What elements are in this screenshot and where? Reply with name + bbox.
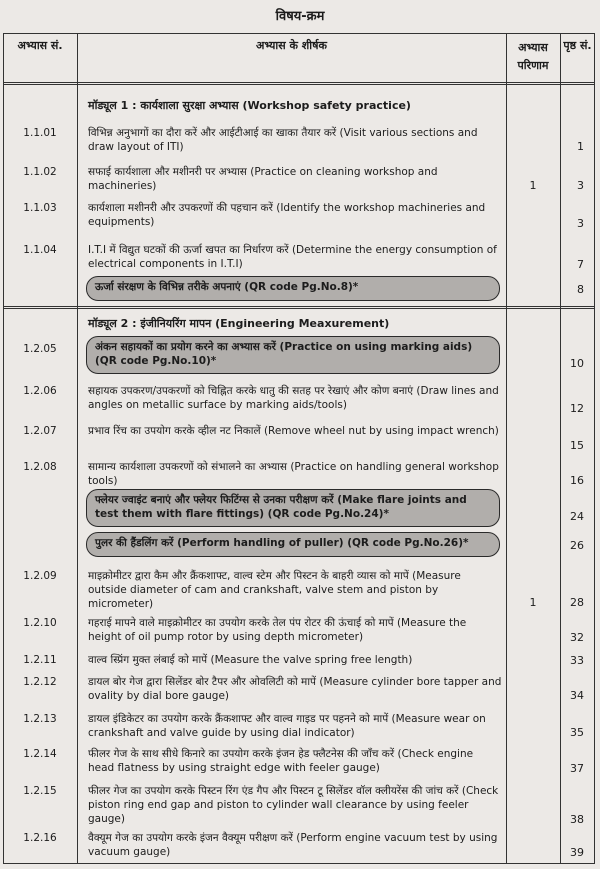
- page-number: 15: [570, 439, 584, 452]
- column-divider: [77, 33, 78, 864]
- header-result: अभ्यास: [518, 41, 548, 54]
- page-number: 24: [570, 510, 584, 523]
- exercise-number: 1.1.03: [23, 202, 57, 214]
- exercise-number: 1.2.07: [23, 425, 57, 437]
- page-number: 16: [570, 474, 584, 487]
- exercise-number: 1.1.04: [23, 244, 57, 256]
- page-number: 3: [577, 179, 584, 192]
- highlighted-exercise: ऊर्जा संरक्षण के विभिन्न तरीके अपनाएं (QR code Pg.No.8)*: [86, 276, 500, 301]
- exercise-number: 1.1.01: [23, 127, 57, 139]
- page-number: 39: [570, 846, 584, 859]
- exercise-number: 1.2.16: [23, 832, 57, 844]
- header-result: परिणाम: [517, 59, 549, 72]
- page-number: 38: [570, 813, 584, 826]
- exercise-title: कार्यशाला मशीनरी और उपकरणों की पहचान करें (Identify the workshop machineries and equipments): [88, 202, 486, 228]
- page-number: 3: [577, 217, 584, 230]
- exercise-number: 1.2.10: [23, 617, 57, 629]
- exercise-title: वैक्यूम गेज का उपयोग करके इंजन वैक्यूम परीक्षण करें (Perform engine vacuum test by using vacuum gauge): [88, 832, 498, 858]
- module-divider: [3, 306, 595, 309]
- exercise-number: 1.2.11: [23, 654, 57, 666]
- header-divider: [3, 82, 595, 85]
- exercise-number: 1.2.09: [23, 570, 57, 582]
- exercise-title: सहायक उपकरण/उपकरणों को चिह्नित करके धातु की सतह पर रेखाएं और कोण बनाएं (Draw lines and angles on metallic surface by marking aids/tools): [88, 385, 499, 411]
- exercise-number: 1.2.15: [23, 785, 57, 797]
- page-number: 34: [570, 689, 584, 702]
- module-title: मॉड्यूल 1 : कार्यशाला सुरक्षा अभ्यास (Workshop safety practice): [88, 99, 411, 112]
- exercise-number: 1.2.14: [23, 748, 57, 760]
- exercise-number: 1.1.02: [23, 166, 57, 178]
- exercise-title: गहराई मापने वाले माइक्रोमीटर का उपयोग करके तेल पंप रोटर की ऊंचाई को मापें (Measure the height of oil pump rotor by using depth micrometer): [88, 617, 467, 643]
- exercise-number: 1.2.08: [23, 461, 57, 473]
- exercise-title: वाल्व स्प्रिंग मुक्त लंबाई को मापें (Measure the valve spring free length): [88, 654, 413, 666]
- page-number: 8: [577, 283, 584, 296]
- header-page-no: पृष्ठ सं.: [563, 39, 592, 52]
- highlighted-exercise: अंकन सहायकों का प्रयोग करने का अभ्यास करें (Practice on using marking aids) (QR code Pg.No.10)*: [86, 336, 500, 374]
- exercise-title: सामान्य कार्यशाला उपकरणों को संभालने का अभ्यास (Practice on handling general workshop tools): [88, 461, 499, 487]
- exercise-number: 1.2.06: [23, 385, 57, 397]
- page-number: 28: [570, 596, 584, 609]
- page-number: 1: [577, 140, 584, 153]
- exercise-title: माइक्रोमीटर द्वारा कैम और क्रैंकशाफ्ट, वाल्व स्टेम और पिस्टन के बाहरी व्यास को मापें (Measure outside diameter of cam and crankshaft, valve stem and piston by micrometer): [88, 570, 461, 610]
- highlighted-exercise: फ्लेयर ज्वाइंट बनाएं और फ्लेयर फिटिंग्स से उनका परीक्षण करें (Make flare joints and test them with flare fittings) (QR code Pg.No.24)*: [86, 489, 500, 527]
- result-value: 1: [529, 596, 537, 609]
- page-number: 32: [570, 631, 584, 644]
- exercise-title: डायल बोर गेज द्वारा सिलेंडर बोर टैपर और ओवलिटी को मापें (Measure cylinder bore tapper and ovality by dial bore gauge): [88, 676, 502, 702]
- exercise-title: सफाई कार्यशाला और मशीनरी पर अभ्यास (Practice on cleaning workshop and machineries): [88, 166, 438, 192]
- page-number: 10: [570, 357, 584, 370]
- exercise-number: 1.2.05: [23, 343, 57, 355]
- exercise-number: 1.2.12: [23, 676, 57, 688]
- result-value: 1: [529, 179, 537, 192]
- exercise-title: डायल इंडिकेटर का उपयोग करके क्रैंकशाफ्ट और वाल्व गाइड पर पहनने को मापें (Measure wear on crankshaft and valve guide by using dial indicator): [88, 713, 486, 739]
- page-number: 26: [570, 539, 584, 552]
- exercise-title: प्रभाव रिंच का उपयोग करके व्हील नट निकालें (Remove wheel nut by using impact wrench): [88, 425, 499, 437]
- exercise-title: फीलर गेज का उपयोग करके पिस्टन रिंग एंड गैप और पिस्टन टू सिलेंडर वॉल क्लीयरेंस की जांच करें (Check piston ring end gap and piston to cylinder wall clearance by using feeler gauge): [88, 785, 499, 825]
- header-ex-title: अभ्यास के शीर्षक: [256, 39, 327, 52]
- page-number: 37: [570, 762, 584, 775]
- highlighted-exercise: पुलर की हैंडलिंग करें (Perform handling of puller) (QR code Pg.No.26)*: [86, 532, 500, 557]
- header-ex-no: अभ्यास सं.: [17, 39, 63, 52]
- page-number: 12: [570, 402, 584, 415]
- exercise-title: I.T.I में विद्युत घटकों की ऊर्जा खपत का निर्धारण करें (Determine the energy consumption of electrical components in I.T.I): [88, 244, 497, 270]
- page-number: 33: [570, 654, 584, 667]
- column-divider: [506, 33, 507, 864]
- exercise-title: फीलर गेज के साथ सीधे किनारे का उपयोग करके इंजन हेड फ्लैटनेस की जाँच करें (Check engine head flatness by using straight edge with feeler gauge): [88, 748, 474, 774]
- page-title: विषय-क्रम: [275, 9, 325, 24]
- exercise-title: विभिन्न अनुभागों का दौरा करें और आईटीआई का खाका तैयार करें (Visit various sections and draw layout of ITI): [88, 127, 478, 153]
- exercise-number: 1.2.13: [23, 713, 57, 725]
- page-number: 35: [570, 726, 584, 739]
- module-title: मॉड्यूल 2 : इंजीनियरिंग मापन (Engineering Meaxurement): [88, 317, 390, 330]
- page-number: 7: [577, 258, 584, 271]
